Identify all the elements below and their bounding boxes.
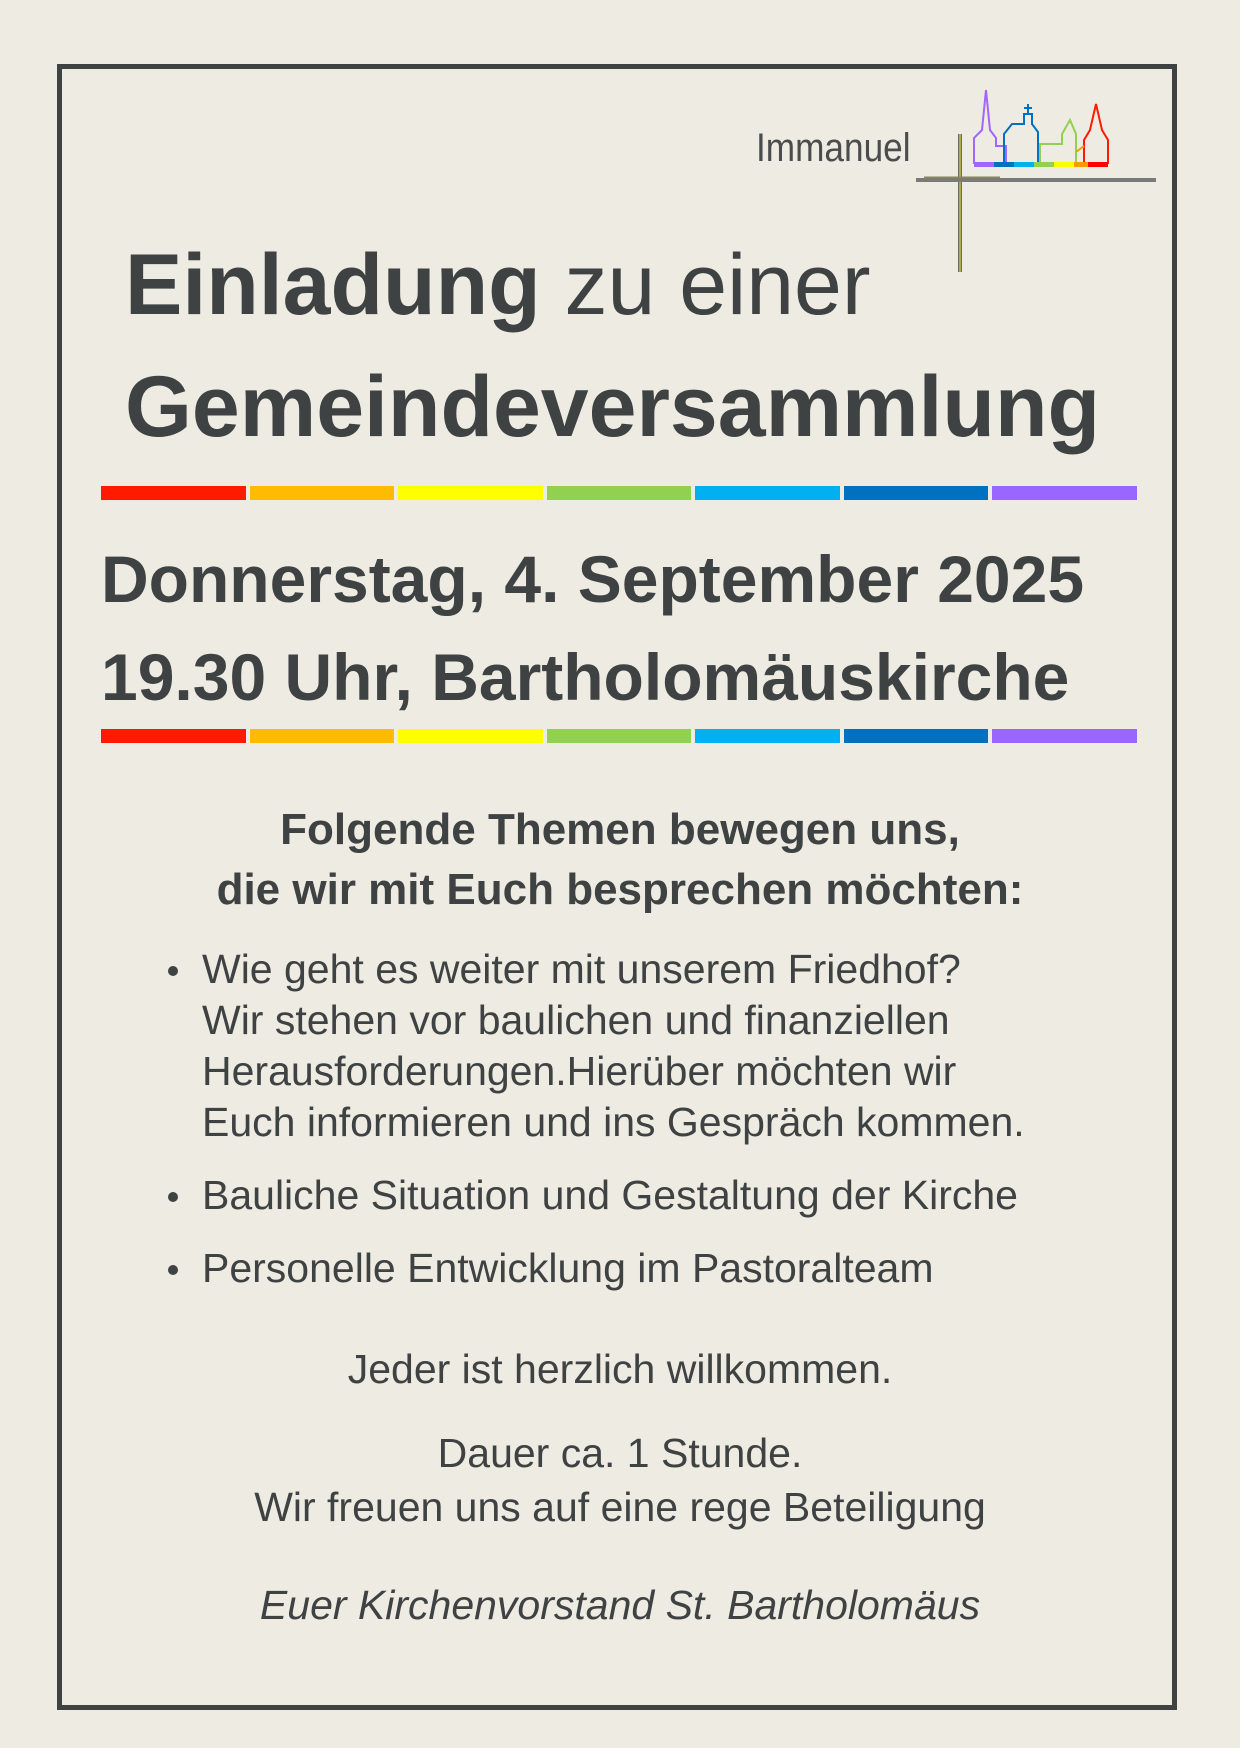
topics-intro-line2: die wir mit Euch besprechen möchten: bbox=[216, 865, 1024, 914]
welcome-text: Jeder ist herzlich willkommen. bbox=[347, 1346, 893, 1392]
rainbow-segment bbox=[250, 729, 395, 743]
event-time-place: 19.30 Uhr, Bartholomäuskirche bbox=[101, 640, 1070, 714]
rainbow-segment bbox=[398, 729, 543, 743]
title-rest: zu einer bbox=[540, 237, 871, 333]
list-item-line: Personelle Entwicklung im Pastoralteam bbox=[202, 1245, 934, 1291]
list-item-line: Herausforderungen.Hierüber möchten wir bbox=[202, 1048, 957, 1094]
list-item-line: Wie geht es weiter mit unserem Friedhof? bbox=[202, 946, 961, 992]
bullet-icon bbox=[168, 1265, 178, 1275]
list-item bbox=[150, 1170, 1130, 1221]
duration-text bbox=[60, 1426, 1180, 1534]
list-item bbox=[150, 1243, 1130, 1294]
bullet-icon bbox=[168, 966, 178, 976]
rainbow-segment bbox=[992, 729, 1137, 743]
rainbow-segment bbox=[101, 486, 246, 500]
rainbow-segment bbox=[547, 729, 692, 743]
rainbow-segment bbox=[695, 729, 840, 743]
rainbow-segment bbox=[992, 486, 1137, 500]
rainbow-segment bbox=[547, 486, 692, 500]
rainbow-segment bbox=[398, 486, 543, 500]
event-details bbox=[101, 530, 1084, 726]
topics-intro-line1: Folgende Themen bewegen uns, bbox=[280, 805, 960, 854]
rainbow-divider-top bbox=[101, 486, 1137, 500]
logo-wordmark: Immanuel bbox=[756, 126, 911, 170]
list-item-line: Euch informieren und ins Gespräch kommen. bbox=[202, 1099, 1025, 1145]
list-item-line: Wir stehen vor baulichen und finanziellen bbox=[202, 997, 950, 1043]
topics-intro bbox=[60, 800, 1180, 920]
topics-list bbox=[150, 944, 1130, 1294]
event-date: Donnerstag, 4. September 2025 bbox=[101, 542, 1085, 616]
bullet-icon bbox=[168, 1192, 178, 1202]
rainbow-segment bbox=[844, 486, 989, 500]
title-line2: Gemeindeversammlung bbox=[125, 359, 1101, 455]
title-emphasis: Einladung bbox=[125, 237, 541, 333]
duration-line2: Wir freuen uns auf eine rege Beteiligung bbox=[254, 1484, 986, 1530]
rainbow-segment bbox=[844, 729, 989, 743]
page-title bbox=[125, 224, 1100, 468]
list-item-line: Bauliche Situation und Gestaltung der Kirche bbox=[202, 1172, 1018, 1218]
rainbow-segment bbox=[250, 486, 395, 500]
rainbow-divider-bottom bbox=[101, 729, 1137, 743]
signature: Euer Kirchenvorstand St. Bartholomäus bbox=[259, 1582, 981, 1628]
rainbow-segment bbox=[695, 486, 840, 500]
list-item bbox=[150, 944, 1130, 1148]
duration-line1: Dauer ca. 1 Stunde. bbox=[437, 1430, 803, 1476]
rainbow-segment bbox=[101, 729, 246, 743]
